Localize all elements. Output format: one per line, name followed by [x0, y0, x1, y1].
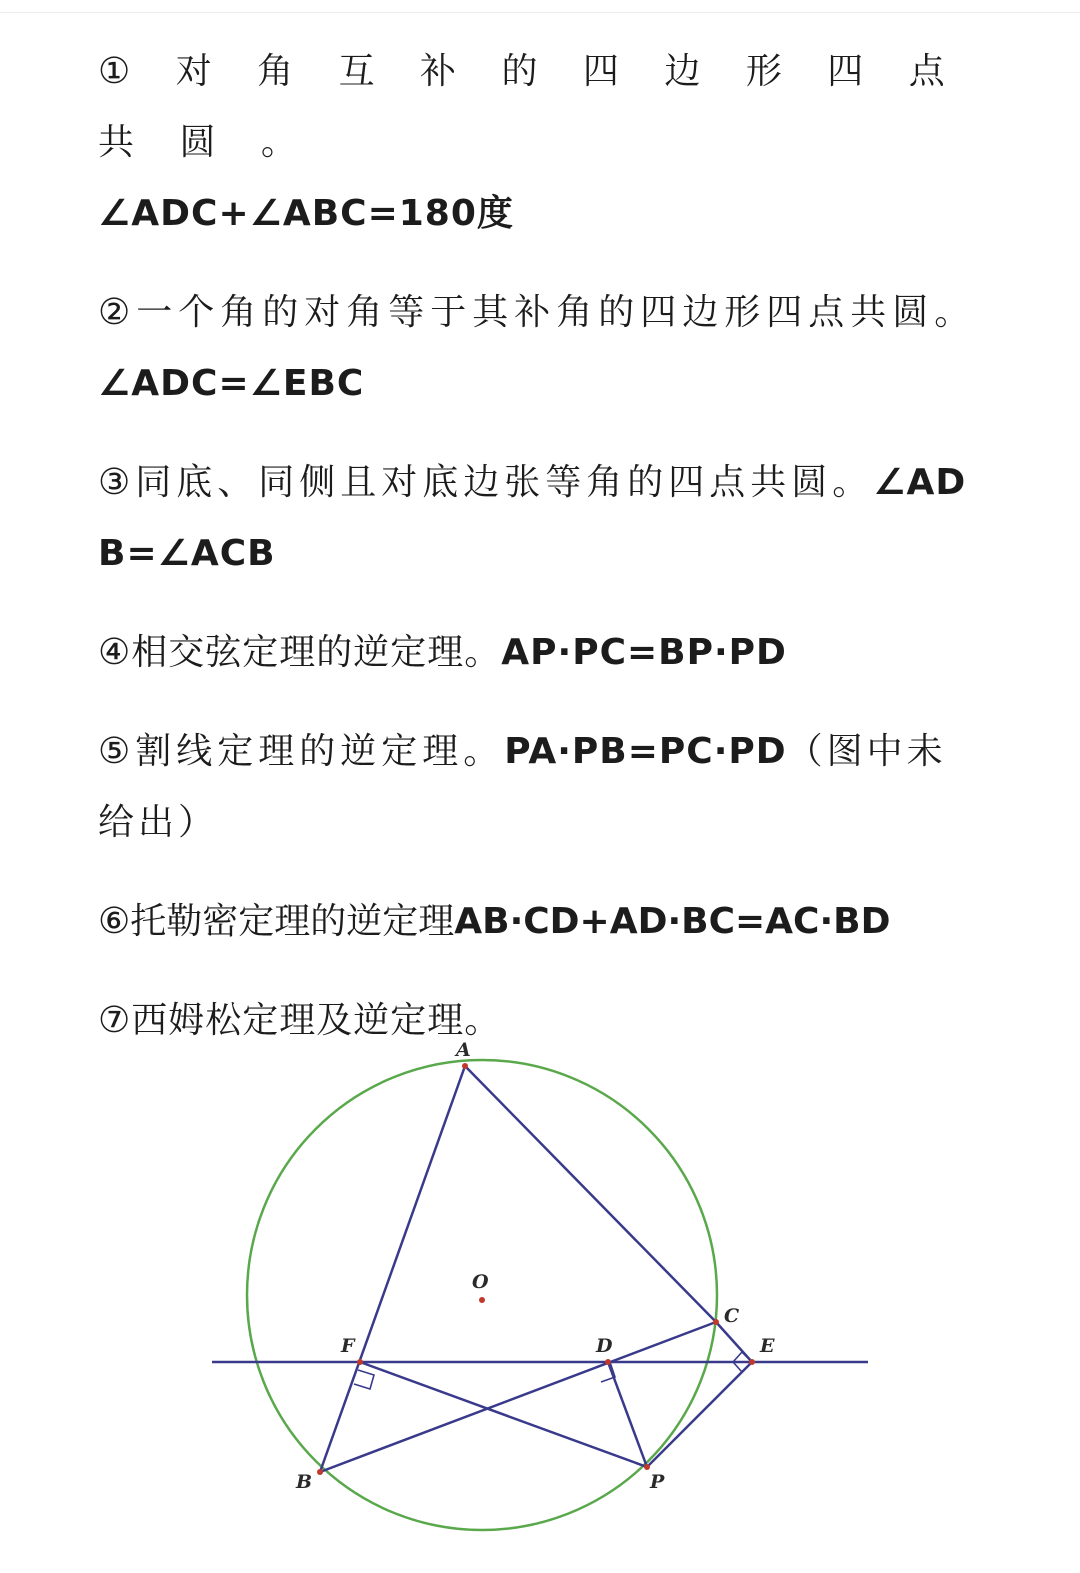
point-e: [749, 1359, 755, 1365]
paragraph-4: [98, 617, 982, 688]
label-p: P: [650, 1471, 665, 1493]
point-b: [317, 1469, 323, 1475]
paragraph-2-formula: ∠ADC=∠EBC: [98, 363, 365, 404]
paragraph-1: [98, 36, 982, 249]
label-o: O: [472, 1271, 489, 1293]
paragraph-5-note: （图中未给出）: [98, 731, 947, 843]
label-a: A: [456, 1039, 471, 1061]
paragraph-3: [98, 447, 982, 589]
paragraph-5-text: ⑤割线定理的逆定理。: [98, 731, 505, 772]
segment-pe: [647, 1362, 752, 1467]
paragraph-3-formula: ∠ADB=∠ACB: [98, 462, 967, 574]
article-body: [98, 36, 982, 1084]
label-e: E: [760, 1335, 775, 1357]
paragraph-6: [98, 886, 982, 957]
side-ac: [465, 1066, 716, 1322]
point-c: [713, 1319, 719, 1325]
paragraph-4-formula: AP·PC=BP·PD: [501, 632, 787, 673]
label-f: F: [341, 1335, 355, 1357]
segment-pf: [360, 1362, 647, 1467]
paragraph-5: [98, 716, 982, 858]
paragraph-2-text: ②一个角的对角等于其补角的四边形四点共圆。: [98, 292, 977, 333]
geometry-diagram: [200, 1030, 880, 1570]
paragraph-4-text: ④相交弦定理的逆定理。: [98, 632, 502, 673]
paragraph-7-text: ⑦西姆松定理及逆定理。: [98, 1000, 502, 1041]
paragraph-1-text: ① 对 角 互 补 的 四 边 形 四 点 共 圆 。: [98, 51, 962, 163]
label-d: D: [596, 1335, 613, 1357]
point-p: [644, 1464, 650, 1470]
circumcircle: [247, 1060, 717, 1530]
paragraph-6-text: ⑥托勒密定理的逆定理: [98, 901, 455, 942]
paragraph-5-formula: PA·PB=PC·PD: [504, 731, 787, 772]
paragraph-3-text: ③同底、同侧且对底边张等角的四点共圆。: [98, 462, 874, 503]
label-b: B: [296, 1471, 313, 1493]
point-o: [479, 1297, 485, 1303]
paragraph-1-formula: ∠ADC+∠ABC=180度: [98, 193, 514, 234]
point-d: [605, 1359, 611, 1365]
right-angle-mark-f: [354, 1370, 374, 1389]
top-divider: [0, 0, 1080, 13]
simson-line-figure: [200, 1030, 880, 1570]
point-f: [357, 1359, 363, 1365]
label-c: C: [724, 1305, 740, 1327]
paragraph-6-formula: AB·CD+AD·BC=AC·BD: [454, 901, 891, 942]
paragraph-2: [98, 277, 982, 419]
side-ab: [320, 1066, 465, 1472]
point-a: [462, 1063, 468, 1069]
segment-bc: [320, 1322, 716, 1472]
